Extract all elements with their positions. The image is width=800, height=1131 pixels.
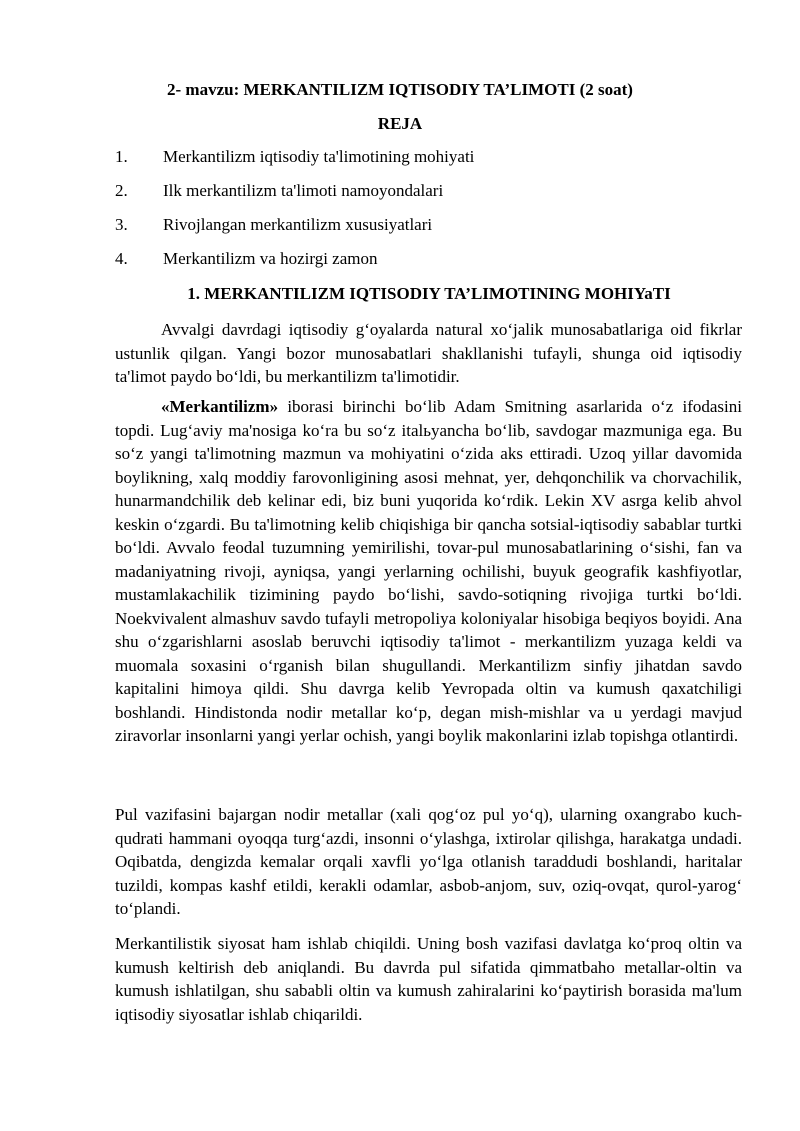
- paragraph-3: Pul vazifasini bajargan nodir metallar (xali qogʻoz pul yoʻq), ularning oxangrabo kuch-qudrati hammani oyoqqa turgʻazdi, insonni oʻylashga, ixtirolar qilishga, harakatga undadi. Oqibatda, dengizda kemalar orqali xavfli yoʻlga otlanish taraddudi boshlandi, haritalar tuzildi, kompas kashf etildi, kerakli odamlar, asbob-anjom, suv, oziq-ovqat, qurol-yarogʻ toʻplandi.: [115, 805, 742, 918]
- paragraph-4: Merkantilistik siyosat ham ishlab chiqildi. Uning bosh vazifasi davlatga koʻproq oltin va kumush keltirish deb aniqlandi. Bu davrda pul sifatida qimmatbaho metallar-oltin va kumush ishlatilgan, shu sababli oltin va kumush zahiralarini koʻpaytirish borasida ma'lum iqtisodiy siyosatlar ishlab chiqarildi.: [115, 934, 742, 1024]
- plan-list: [115, 145, 755, 281]
- plan-item: [115, 213, 755, 247]
- plan-item-number: 4.: [115, 249, 128, 268]
- plan-item-text: Merkantilizm va hozirgi zamon: [163, 249, 378, 268]
- plan-item-number: 1.: [115, 147, 128, 166]
- plan-item-text: Ilk merkantilizm ta'limoti namoyondalari: [163, 181, 444, 200]
- plan-item-number: 3.: [115, 215, 128, 234]
- plan-item: [115, 179, 755, 213]
- paragraph-2-body: iborasi birinchi boʻlib Adam Smitning asarlarida oʻz ifodasini topdi. Lugʻaviy ma'nosiga koʻra bu soʻz italьyancha boʻlib, savdogar mazmuniga ega. Bu soʻz yangi ta'limotning mazmun va mohiyatini oʻzida aks ettiradi. Uzoq yillar davomida boylikning, xalq moddiy farovonligining asosi mehnat, yer, dehqonchilik va chorvachilik, hunarmandchilik deb kelinar edi, biz buni yuqorida koʻrdik. Lekin XV asrga kelib ahvol keskin oʻzgardi. Bu ta'limotning kelib chiqishiga bir qancha sotsial-iqtisodiy sabablar turtki boʻldi. Avvalo feodal tuzumning yemirilishi, tovar-pul munosabatlarining oʻsishi, fan va madaniyatning rivoji, ayniqsa, yangi yerlarning ochilishi, buyuk geografik kashfiyotlar, mustamlakachilik tizimining paydo boʻlishi, savdo-sotiqning rivojiga turtki boʻldi. Noekvivalent almashuv savdo tufayli metropoliya koloniyalar hisobiga beqiyos boyidi. Ana shu oʻzgarishlarni asoslab beruvchi iqtisodiy ta'limot - merkantilizm yuzaga keldi va muomala soxasini oʻrganish bilan shugullandi. Merkantilizm sinfiy jihatdan savdo kapitalini himoya qildi. Shu davrga kelib Yevropada oltin va kumush qaxatchiligi boshlandi. Hindistonda nodir metallar koʻp, degan mish-mishlar va u yerdagi mavjud ziravorlar insonlarni yangi yerlar ochish, yangi boylik makonlarini izlab topishga otlantirdi.: [115, 397, 742, 745]
- plan-item-text: Rivojlangan merkantilizm xususiyatlari: [163, 215, 433, 234]
- page-title: 2- mavzu: MERKANTILIZM IQTISODIY TA’LIMOTI (2 soat): [167, 80, 633, 99]
- paragraph-1: Avvalgi davrdagi iqtisodiy gʻoyalarda natural xoʻjalik munosabatlariga oid fikrlar ustunlik qilgan. Yangi bozor munosabatlari shakllanishi tufayli, shunga oid iqtisodiy ta'limot paydo boʻldi, bu merkantilizm ta'limotidir.: [115, 320, 742, 386]
- section-heading: 1. MERKANTILIZM IQTISODIY TA’LIMOTINING MOHIYaTI: [187, 284, 671, 303]
- term-merkantilizm: «Merkantilizm»: [161, 397, 279, 416]
- paragraph-2: [115, 395, 742, 748]
- plan-heading: REJA: [377, 114, 423, 133]
- plan-item-number: 2.: [115, 181, 128, 200]
- plan-item: [115, 145, 755, 179]
- plan-item: [115, 247, 755, 281]
- plan-item-text: Merkantilizm iqtisodiy ta'limotining mohiyati: [163, 147, 475, 166]
